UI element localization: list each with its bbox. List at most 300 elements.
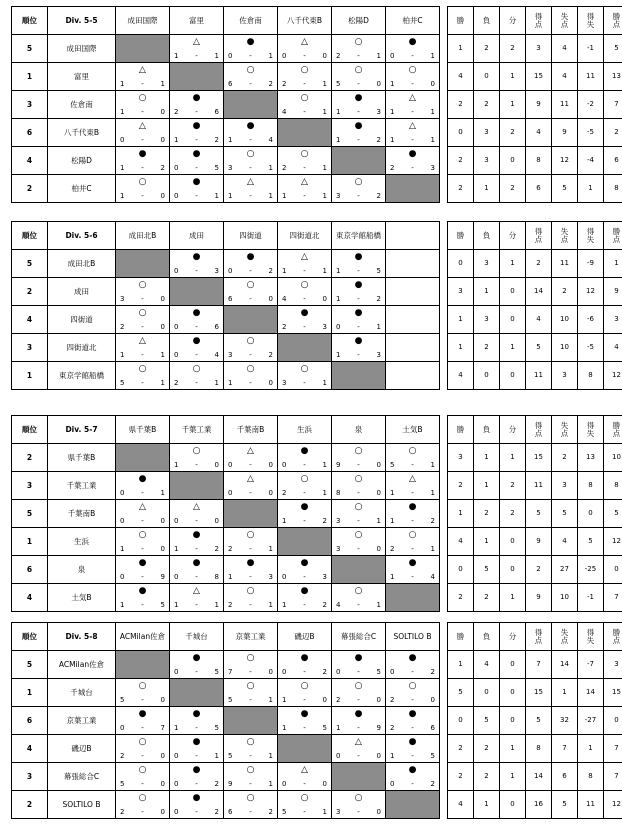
gf-header-line2: 点 [534,234,543,244]
score-for: 0 [336,667,341,676]
score-for: 2 [336,51,341,60]
self-match-cell [332,763,386,791]
match-result-cell [386,763,440,791]
match-score [224,753,277,760]
score-for: 1 [120,350,125,359]
match-result-cell [278,763,332,791]
match-score [170,725,223,732]
score-dash: - [195,572,198,581]
score-against: 5 [430,751,435,760]
score-dash: - [141,322,144,331]
losses: 1 [474,444,500,472]
match-score [170,809,223,816]
score-against: 0 [322,779,327,788]
result-symbol-icon: △ [247,473,254,484]
score-dash: - [357,51,360,60]
score-for: 0 [228,460,233,469]
match-score [278,109,331,116]
score-for: 5 [228,695,233,704]
score-for: 1 [390,488,395,497]
ga-header-line2: 点 [560,234,569,244]
score-against: 0 [160,695,165,704]
gf-header-line2: 点 [534,19,543,29]
score-against: 0 [160,322,165,331]
result-symbol-icon: ○ [138,307,147,318]
score-for: 5 [228,751,233,760]
team-row [12,147,622,175]
score-dash: - [303,294,306,303]
match-result [170,36,223,62]
losses-header: 負 [474,623,500,651]
losses-header: 負 [474,222,500,250]
score-for: 3 [282,378,287,387]
match-score [170,352,223,359]
match-score [386,574,439,581]
score-for: 0 [228,266,233,275]
score-dash: - [141,488,144,497]
match-score [116,753,169,760]
score-against: 3 [322,322,327,331]
result-symbol-icon: ○ [246,585,255,596]
gf-header-line1: 得 [534,627,543,637]
result-symbol-icon: ● [192,251,201,262]
team-row [12,528,622,556]
score-dash: - [249,600,252,609]
rank-header: 順位 [12,222,48,250]
match-result-cell [170,735,224,763]
match-score [170,53,223,60]
score-for: 1 [336,350,341,359]
score-dash: - [195,807,198,816]
score-for: 6 [228,294,233,303]
match-score [224,697,277,704]
score-for: 9 [336,460,341,469]
goal-difference: -27 [578,707,604,735]
score-against: 2 [160,163,165,172]
score-against: 4 [430,572,435,581]
score-for: 3 [228,350,233,359]
team-rank: 4 [12,306,48,334]
opponent-header: SOLTILO B [386,623,440,651]
gd-header [578,7,604,35]
wins: 2 [448,147,474,175]
gd-header-text [587,13,595,29]
score-against: 0 [376,79,381,88]
score-dash: - [141,163,144,172]
team-row [12,278,622,306]
score-dash: - [357,322,360,331]
match-result [278,307,331,333]
score-dash: - [249,751,252,760]
team-name: 成田 [48,278,116,306]
wins: 1 [448,306,474,334]
match-result-cell [170,306,224,334]
team-rank: 2 [12,791,48,819]
match-result [224,148,277,174]
points: 7 [604,584,622,612]
score-dash: - [141,191,144,200]
opponent-header [386,222,440,250]
match-result [332,445,385,471]
match-result [386,736,439,762]
match-result [386,148,439,174]
division-table [11,6,622,203]
score-for: 1 [336,294,341,303]
gf-header-line2: 点 [534,428,543,438]
ga-header [552,623,578,651]
match-result-cell [386,444,440,472]
score-for: 6 [228,807,233,816]
match-score [386,725,439,732]
match-score [278,268,331,275]
match-score [224,352,277,359]
match-result-cell [386,707,440,735]
result-symbol-icon: ● [300,307,309,318]
self-match-cell [278,119,332,147]
match-score [278,809,331,816]
score-against: 1 [430,51,435,60]
match-score [386,137,439,144]
goal-difference: 5 [578,528,604,556]
match-score [116,809,169,816]
result-symbol-icon: ● [192,652,201,663]
match-result-cell [332,334,386,362]
goals-against: 4 [552,63,578,91]
score-against: 1 [322,163,327,172]
score-dash: - [195,516,198,525]
result-symbol-icon: ● [300,501,309,512]
score-for: 2 [390,544,395,553]
match-score [224,574,277,581]
match-score [332,490,385,497]
gd-header-text [587,228,595,244]
score-dash: - [249,779,252,788]
match-result-cell [170,584,224,612]
goal-difference: -25 [578,556,604,584]
gf-header-text [535,422,543,438]
header-row [12,222,622,250]
result-symbol-icon: ● [354,251,363,262]
score-dash: - [141,378,144,387]
score-against: 0 [268,460,273,469]
score-against: 1 [322,266,327,275]
result-symbol-icon: △ [301,251,308,262]
match-result [332,176,385,202]
score-for: 1 [120,79,125,88]
result-symbol-icon: ○ [408,64,417,75]
match-score [116,324,169,331]
match-result-cell [170,763,224,791]
draws: 1 [500,735,526,763]
match-result [224,792,277,818]
result-symbol-icon: ● [192,120,201,131]
match-result [386,36,439,62]
column-gap [440,500,448,528]
goals-against: 2 [552,278,578,306]
match-result [224,680,277,706]
draws: 2 [500,500,526,528]
match-score [386,490,439,497]
match-result-cell [278,35,332,63]
draws: 0 [500,147,526,175]
score-against: 2 [322,667,327,676]
match-score [332,546,385,553]
score-against: 3 [214,266,219,275]
losses: 3 [474,147,500,175]
match-result [332,680,385,706]
team-name: 松陽D [48,147,116,175]
score-against: 2 [430,667,435,676]
wins: 3 [448,444,474,472]
score-against: 1 [322,460,327,469]
score-dash: - [141,779,144,788]
match-score [386,165,439,172]
match-result-cell [278,147,332,175]
team-row [12,334,622,362]
score-for: 2 [228,544,233,553]
score-dash: - [249,266,252,275]
match-result-cell [386,679,440,707]
match-score [278,602,331,609]
team-row [12,63,622,91]
match-result-cell [170,791,224,819]
match-result [332,652,385,678]
match-result [224,764,277,790]
match-score [170,602,223,609]
result-symbol-icon: ○ [192,363,201,374]
score-dash: - [357,350,360,359]
match-score [386,697,439,704]
gf-header [526,416,552,444]
score-dash: - [141,107,144,116]
score-against: 1 [430,135,435,144]
score-dash: - [195,667,198,676]
team-rank: 6 [12,119,48,147]
result-symbol-icon: ○ [246,680,255,691]
match-score [224,781,277,788]
score-against: 0 [376,544,381,553]
match-result [278,585,331,611]
goals-against: 11 [552,91,578,119]
result-symbol-icon: ○ [300,363,309,374]
team-name: 八千代東B [48,119,116,147]
gf-header-line1: 得 [534,420,543,430]
match-result [278,64,331,90]
result-symbol-icon: ○ [138,363,147,374]
wins: 2 [448,175,474,203]
match-result-cell [332,250,386,278]
match-score [116,574,169,581]
team-name: 東京学館船橋 [48,362,116,390]
score-against: 0 [430,695,435,704]
score-against: 0 [160,807,165,816]
score-against: 0 [376,488,381,497]
team-name: 千葉工業 [48,472,116,500]
match-result-cell [224,791,278,819]
match-result-cell [170,119,224,147]
match-result [224,445,277,471]
pts-header-line1: 勝 [612,11,621,21]
goal-difference: -5 [578,334,604,362]
column-gap [440,278,448,306]
match-result [170,92,223,118]
column-gap [440,528,448,556]
match-score [116,380,169,387]
wins: 0 [448,119,474,147]
score-against: 2 [430,516,435,525]
score-dash: - [357,695,360,704]
self-match-cell [170,472,224,500]
match-result-cell [116,147,170,175]
score-dash: - [411,695,414,704]
score-dash: - [141,723,144,732]
score-for: 2 [120,751,125,760]
score-dash: - [411,723,414,732]
match-score [116,81,169,88]
score-dash: - [141,135,144,144]
goals-against: 5 [552,791,578,819]
score-dash: - [357,135,360,144]
score-for: 5 [282,807,287,816]
match-result-cell [116,306,170,334]
score-against: 3 [268,572,273,581]
points: 9 [604,278,622,306]
match-result [116,148,169,174]
match-result-cell [170,707,224,735]
draws-header: 分 [500,416,526,444]
score-for: 3 [336,516,341,525]
match-result-cell [224,147,278,175]
draws: 1 [500,91,526,119]
match-result [386,473,439,499]
goals-for: 4 [526,119,552,147]
match-score [116,518,169,525]
score-for: 1 [336,266,341,275]
match-result-cell [116,556,170,584]
result-symbol-icon: ● [246,120,255,131]
goals-for: 15 [526,679,552,707]
match-result-cell [278,250,332,278]
score-against: 0 [160,294,165,303]
goal-difference: -4 [578,147,604,175]
losses: 3 [474,119,500,147]
score-dash: - [303,723,306,732]
team-row [12,584,622,612]
team-name: 柏井C [48,175,116,203]
header-row [12,7,622,35]
match-result-cell [170,250,224,278]
opponent-header: 松陽D [332,7,386,35]
result-symbol-icon: △ [409,120,416,131]
match-result-cell [224,119,278,147]
score-for: 3 [336,544,341,553]
score-against: 2 [214,807,219,816]
match-result [386,501,439,527]
result-symbol-icon: ● [192,307,201,318]
result-symbol-icon: ● [408,501,417,512]
score-against: 1 [160,79,165,88]
match-score [278,490,331,497]
match-result [116,176,169,202]
column-gap [440,306,448,334]
team-row [12,763,622,791]
opponent-header: 柏井C [386,7,440,35]
score-dash: - [249,460,252,469]
score-for: 1 [228,572,233,581]
score-for: 0 [390,667,395,676]
match-score [224,81,277,88]
division-title: Div. 5-6 [48,222,116,250]
draws: 0 [500,306,526,334]
match-result-cell [170,500,224,528]
opponent-header: 八千代東B [278,7,332,35]
result-symbol-icon: ● [408,736,417,747]
score-dash: - [303,107,306,116]
score-against: 9 [160,572,165,581]
match-score [386,109,439,116]
match-result [278,251,331,277]
match-result-cell [386,556,440,584]
goal-difference: 1 [578,175,604,203]
result-symbol-icon: ○ [246,652,255,663]
team-row [12,35,622,63]
goal-difference: -1 [578,584,604,612]
result-symbol-icon: ● [408,708,417,719]
column-gap [440,623,448,651]
team-name: 四街道北 [48,334,116,362]
match-score [386,518,439,525]
goals-for: 9 [526,528,552,556]
result-symbol-icon: ○ [300,792,309,803]
match-score [278,574,331,581]
points: 12 [604,528,622,556]
division-title: Div. 5-8 [48,623,116,651]
result-symbol-icon: ○ [246,363,255,374]
score-for: 1 [228,191,233,200]
match-score [386,669,439,676]
score-against: 0 [268,667,273,676]
points: 5 [604,35,622,63]
match-result [116,279,169,305]
match-score [278,53,331,60]
match-result-cell [170,362,224,390]
score-for: 1 [174,460,179,469]
losses: 1 [474,528,500,556]
score-for: 2 [228,600,233,609]
goals-for: 9 [526,584,552,612]
team-name: 幕張総合C [48,763,116,791]
score-against: 1 [268,544,273,553]
match-result [332,279,385,305]
score-for: 1 [282,600,287,609]
team-rank: 4 [12,147,48,175]
goals-for: 6 [526,175,552,203]
match-score [170,380,223,387]
match-result-cell [332,472,386,500]
column-gap [440,334,448,362]
gf-header-text [535,629,543,645]
rank-header: 順位 [12,416,48,444]
self-match-cell [116,250,170,278]
team-row [12,679,622,707]
match-score [170,193,223,200]
score-for: 1 [390,79,395,88]
gd-header-line1: 得 [586,11,595,21]
match-score [386,81,439,88]
gf-header-line2: 点 [534,635,543,645]
match-result-cell [386,500,440,528]
match-result-cell [116,175,170,203]
